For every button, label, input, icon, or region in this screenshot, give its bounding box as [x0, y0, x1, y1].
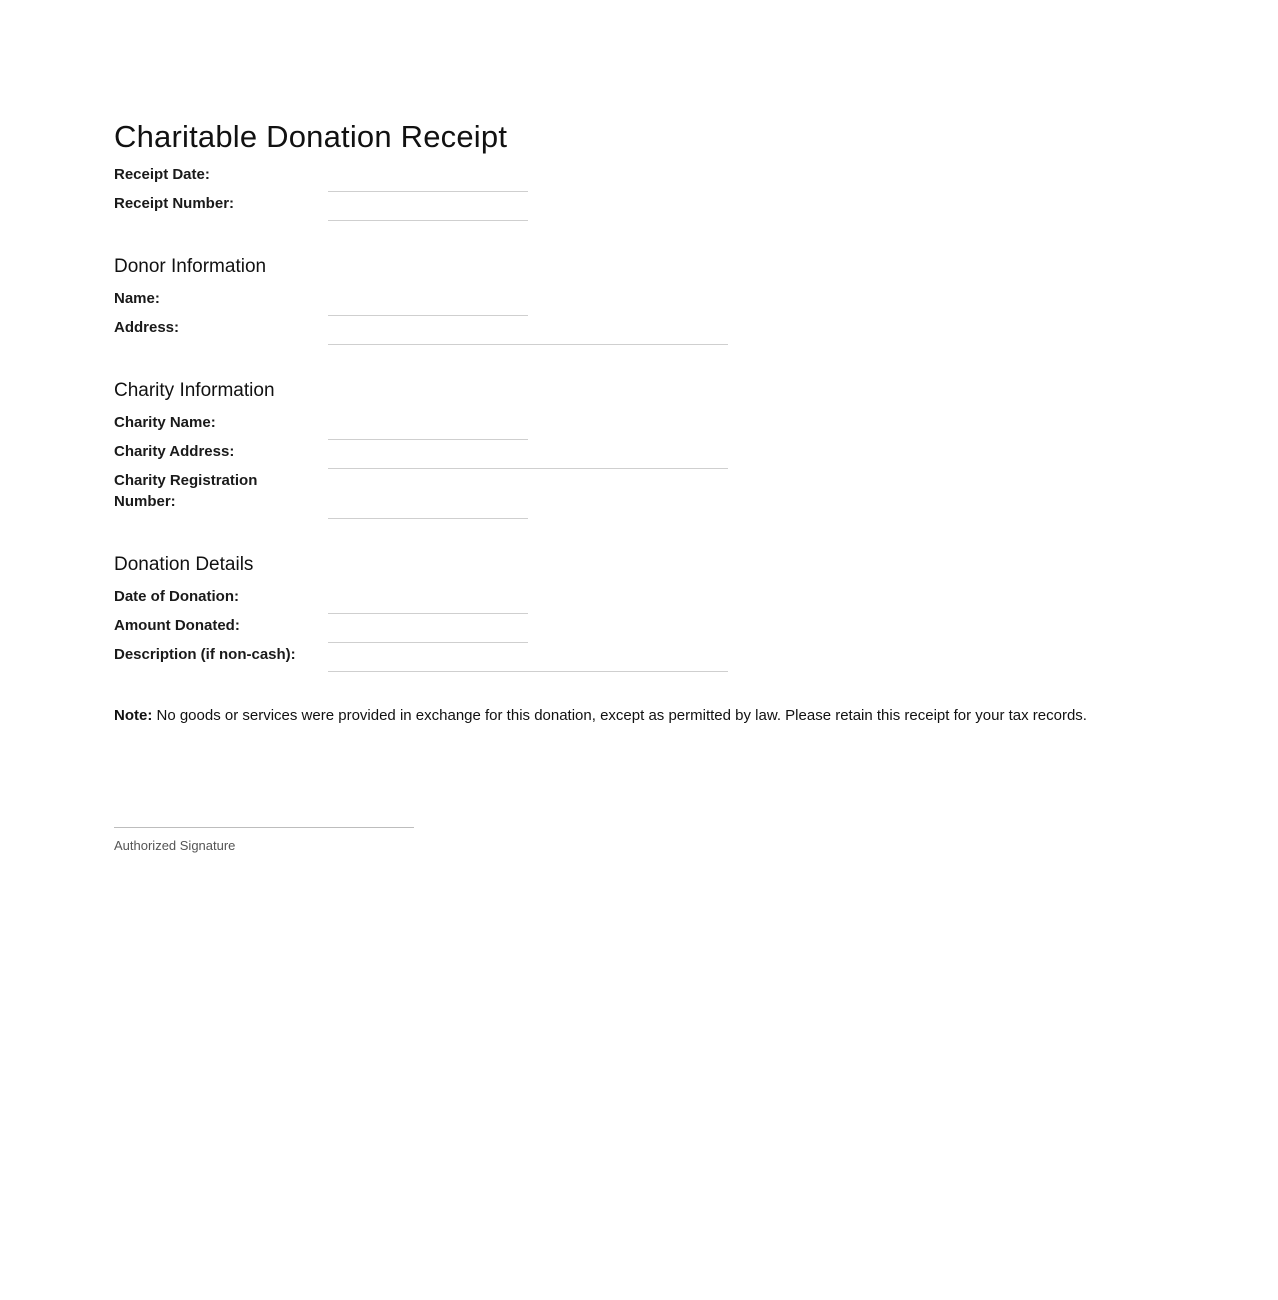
donation-details-heading: Donation Details: [114, 554, 254, 575]
signature-label: Authorized Signature: [114, 838, 236, 853]
charity-name-field[interactable]: [328, 411, 528, 440]
receipt-document: [114, 119, 1164, 853]
receipt-date-row: [114, 163, 1164, 192]
charity-name-label: Charity Name:: [114, 414, 216, 431]
amount-donated-row: [114, 614, 1164, 643]
charity-registration-field[interactable]: [328, 469, 528, 519]
charity-information-heading: Charity Information: [114, 380, 275, 401]
donor-address-field[interactable]: [328, 316, 728, 345]
amount-donated-label: Amount Donated:: [114, 617, 240, 634]
donation-date-label: Date of Donation:: [114, 588, 239, 605]
description-row: [114, 643, 1164, 672]
donor-address-label: Address:: [114, 319, 180, 336]
donor-address-row: [114, 316, 1164, 345]
charity-address-field[interactable]: [328, 440, 728, 469]
charity-registration-row: [114, 469, 1164, 519]
donor-name-field[interactable]: [328, 287, 528, 316]
signature-line[interactable]: [114, 827, 414, 828]
receipt-header-fields: [114, 163, 1164, 221]
donor-name-row: [114, 287, 1164, 316]
donor-name-label: Name:: [114, 290, 160, 307]
amount-donated-field[interactable]: [328, 614, 528, 643]
receipt-number-label: Receipt Number:: [114, 195, 235, 212]
note-text: No goods or services were provided in exchange for this donation, except as permitted by law. Please retain this receipt for your tax records.: [152, 707, 1087, 724]
donation-date-field[interactable]: [328, 585, 528, 614]
charity-name-row: [114, 411, 1164, 440]
charity-address-row: [114, 440, 1164, 469]
charity-registration-label: Charity Registration Number:: [114, 472, 258, 510]
page-title: Charitable Donation Receipt: [114, 119, 508, 154]
donor-information-heading: Donor Information: [114, 256, 267, 277]
receipt-date-label: Receipt Date:: [114, 166, 210, 183]
charity-address-label: Charity Address:: [114, 443, 235, 460]
receipt-number-row: [114, 192, 1164, 221]
receipt-date-field[interactable]: [328, 163, 528, 192]
description-field[interactable]: [328, 643, 728, 672]
donation-date-row: [114, 585, 1164, 614]
receipt-number-field[interactable]: [328, 192, 528, 221]
description-label: Description (if non-cash):: [114, 646, 296, 663]
note-label: Note:: [114, 707, 153, 724]
note: [114, 706, 1164, 726]
